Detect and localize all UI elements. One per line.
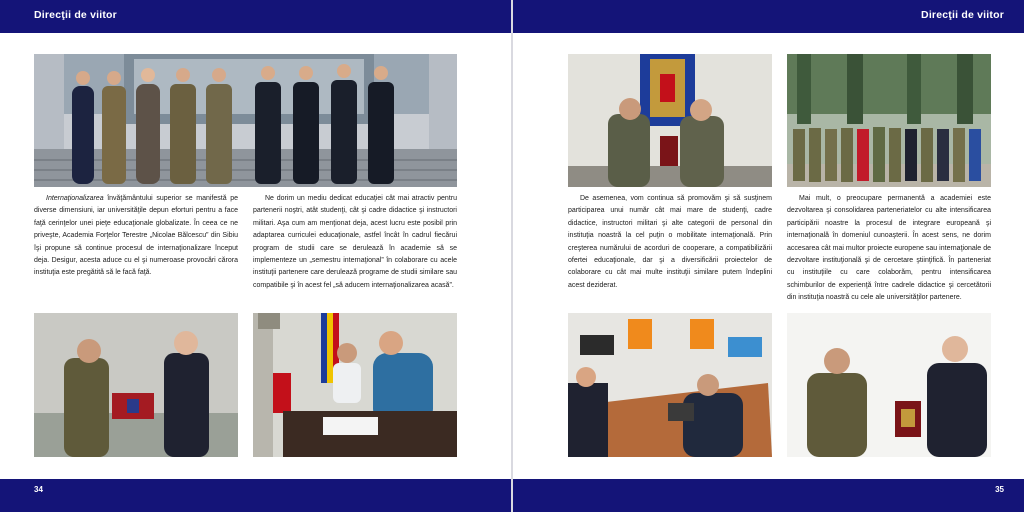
left-column-2-text bbox=[253, 193, 457, 292]
photo-conference-meeting bbox=[568, 313, 772, 457]
left-page bbox=[0, 0, 511, 512]
photo-coat-of-arms-meeting bbox=[568, 54, 772, 187]
right-header-title: Direcţii de viitor bbox=[921, 9, 1004, 21]
right-page bbox=[513, 0, 1024, 512]
right-footer-band bbox=[513, 479, 1024, 512]
left-header-title: Direcţii de viitor bbox=[34, 9, 117, 21]
photo-plaque-exchange bbox=[787, 313, 991, 457]
right-column-1-text bbox=[568, 193, 772, 292]
left-footer-band bbox=[0, 479, 511, 512]
group-photo-delegation bbox=[34, 54, 457, 187]
photo-signing-ceremony bbox=[253, 313, 457, 457]
left-column-1-text bbox=[34, 193, 238, 280]
left-column-1-body: învăţământului superior se manifestă pe diverse dimensiuni, iar universităţile depun eforturi pentru a face faţă cerinţelor unei pieţe educaţionale globalizate. În ceea ce ne priveşte, Academia Forţelor Terestre „Nicolae Bălcescu” din Sibiu îşi propune să continue procesul de internaţionalizare început deja. Desigur, acesta aduce cu el şi numeroase provocări cărora instituţia este pregătită să le facă faţă. bbox=[34, 195, 238, 277]
internationalization-lead: Internaţionalizarea bbox=[46, 195, 104, 202]
photo-outdoor-group bbox=[787, 54, 991, 187]
right-column-2-body: Mai mult, o preocupare permanentă a academiei este dezvoltarea şi consolidarea parteneriatelor cu alte intensificarea participării noastre la procesul de integrare europeană şi internaţională în domeniul cunoaşterii. În acest sens, ne dorim accesarea cât mai multor proiecte europene sau internaţionale de dezvoltare instituţională şi de cercetare ştiinţifică. În parteneriat cu instituţiile cu care colaborăm, pentru intensificarea schimburilor de experienţă între cadrele didactice şi cercetătorii din instituţia noastră cu cele ale universităţilor partenere. bbox=[787, 195, 991, 302]
left-page-number: 34 bbox=[34, 485, 43, 494]
right-column-2-text bbox=[787, 193, 991, 305]
right-page-number: 35 bbox=[995, 485, 1004, 494]
right-column-1-body: De asemenea, vom continua să promovăm şi să susţinem participarea unui număr cât mai mare de studenţi, cadre didactice, instructori militari şi alte categorii de personal din instituţia noastră la cel puţin o mobilitate internaţională. Prin creşterea numărului de acorduri de cooperare, a compatibilizării ofertei educaţionale, dar şi a diversificării proiectelor de colaborare cu cât mai multe instituţii similare putem îndeplini acest deziderat. bbox=[568, 195, 772, 289]
left-column-2-body: Ne dorim un mediu dedicat educaţiei cât mai atractiv pentru partenerii noştri, atât studenţi, cât şi cadre didactice şi instructori militari. Aşa cum am menţionat deja, acest lucru este posibil prin adaptarea curriculei educaţionale, astfel încât în cadrul fiecărui program de studii care se derulează în academie să se implementeze un „semestru internaţional” în colaborare cu acele instituţii partenere care derulează programe de studii similare sau compatibile şi în acest fel „să aducem internaţionalizarea acasă”. bbox=[253, 195, 457, 289]
photo-plaque-handshake bbox=[34, 313, 238, 457]
